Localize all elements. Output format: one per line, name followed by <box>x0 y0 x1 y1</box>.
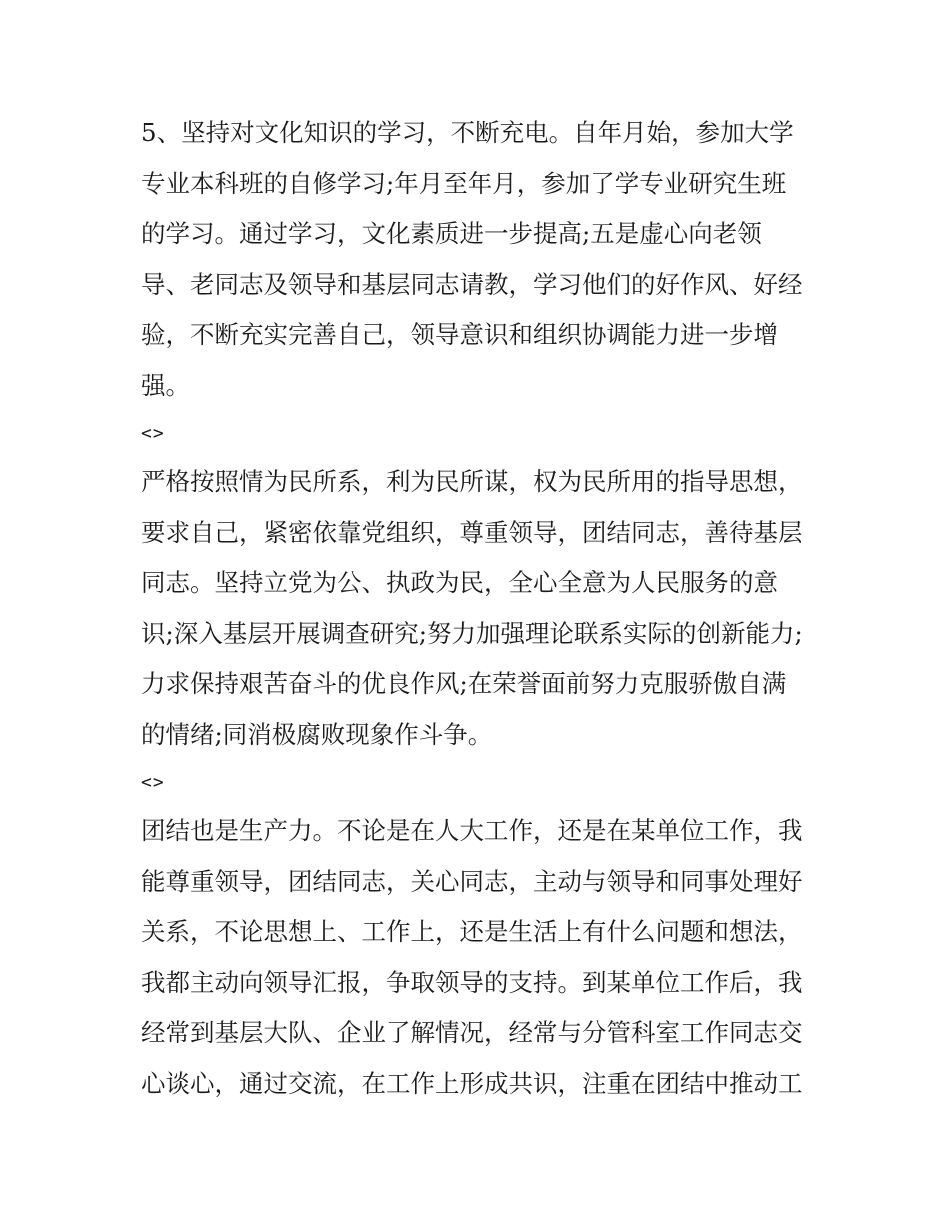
text-line: 能尊重领导，团结同志，关心同志，主动与领导和同事处理好 <box>141 866 803 896</box>
text-line: 同志。坚持立党为公、执政为民，全心全意为人民服务的意 <box>141 568 778 597</box>
text-line: 要求自己，紧密依靠党组织，尊重领导，团结同志，善待基层 <box>141 517 803 547</box>
paragraph-study <box>141 108 813 411</box>
paragraph-unity <box>141 806 813 1109</box>
text-line: 的学习。通过学习，文化素质进一步提高;五是虚心向老领 <box>141 219 762 248</box>
text-line: 我都主动向领导汇报，争取领导的支持。到某单位工作后，我 <box>141 967 803 997</box>
text-line: 专业本科班的自修学习;年月至年月，参加了学专业研究生班 <box>141 168 787 198</box>
text-line: 关系，不论思想上、工作上，还是生活上有什么问题和想法， <box>141 917 803 946</box>
text-line: 验，不断充实完善自己，领导意识和组织协调能力进一步增 <box>141 320 778 349</box>
text-line: 力求保持艰苦奋斗的优良作风;在荣誉面前努力克服骄傲自满 <box>141 669 787 698</box>
text-line: 导、老同志及领导和基层同志请教，学习他们的好作风、好经 <box>141 269 803 299</box>
paragraph-conduct <box>141 457 813 760</box>
section-separator: <> <box>141 772 165 793</box>
text-line: 心谈心，通过交流，在工作上形成共识，注重在团结中推动工 <box>141 1068 803 1098</box>
text-line: 严格按照情为民所系，利为民所谋，权为民所用的指导思想， <box>141 467 803 496</box>
text-line: 识;深入基层开展调查研究;努力加强理论联系实际的创新能力; <box>141 618 803 648</box>
text-line: 强。 <box>141 370 190 400</box>
document-body <box>141 108 813 1109</box>
text-line: 团结也是生产力。不论是在人大工作，还是在某单位工作，我 <box>141 816 803 845</box>
text-line: 5、坚持对文化知识的学习，不断充电。自年月始，参加大学 <box>141 118 794 147</box>
text-line: 的情绪;同消极腐败现象作斗争。 <box>141 719 493 749</box>
text-line: 经常到基层大队、企业了解情况，经常与分管科室工作同志交 <box>141 1018 803 1047</box>
section-separator: <> <box>141 423 165 444</box>
